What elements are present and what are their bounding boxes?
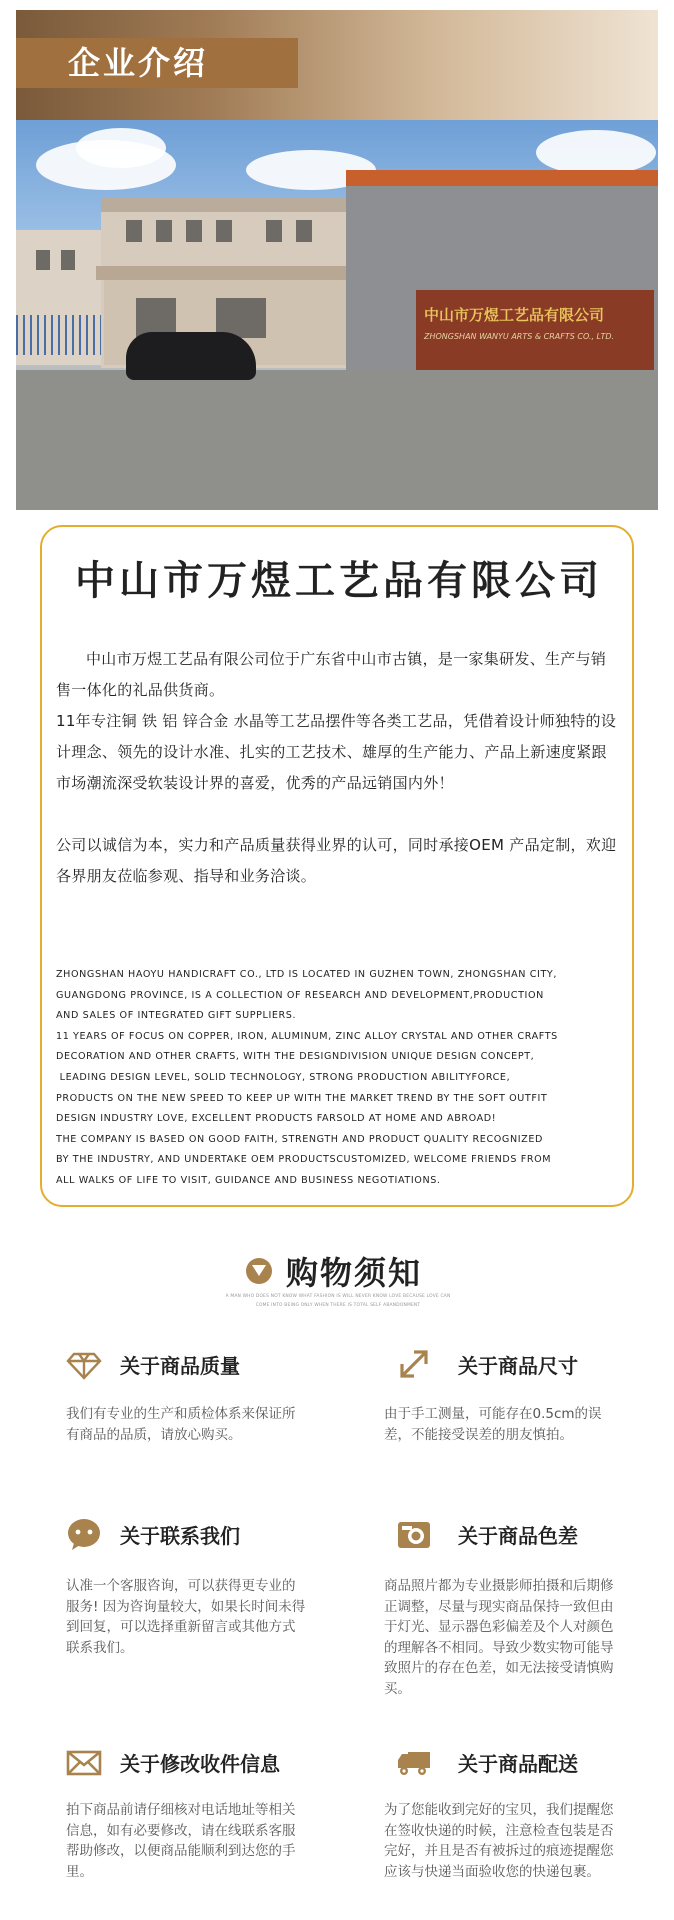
en-line: THE COMPANY IS BASED ON GOOD FAITH, STRENGTH AND PRODUCT QUALITY RECOGNIZED xyxy=(56,1133,543,1145)
diamond-icon xyxy=(66,1346,102,1382)
factory-photo xyxy=(16,120,658,510)
chevron-down-icon xyxy=(246,1258,272,1284)
en-line: AND SALES OF INTEGRATED GIFT SUPPLIERS. xyxy=(56,1010,297,1022)
gate-roof xyxy=(96,266,361,280)
black-car xyxy=(126,332,256,380)
intro-paragraph-cn: 中山市万煜工艺品有限公司位于广东省中山市古镇，是一家集研发、生产与销售一体化的礼品供货商。 xyxy=(56,650,607,699)
company-wall-sign xyxy=(416,290,654,370)
en-line: ALL WALKS OF LIFE TO VISIT, GUIDANCE AND BUSINESS NEGOTIATIONS. xyxy=(56,1174,441,1186)
window xyxy=(126,220,142,242)
en-line: ZHONGSHAN HAOYU HANDICRAFT CO., LTD IS LOCATED IN GUZHEN TOWN, ZHONGSHAN CITY, xyxy=(56,969,558,980)
window xyxy=(36,250,50,270)
camera-icon xyxy=(396,1516,432,1552)
warehouse-roof-stripe xyxy=(346,170,658,186)
notice-item-text: 我们有专业的生产和质检体系来保证所有商品的品质，请放心购买。 xyxy=(66,1406,296,1443)
window xyxy=(156,220,172,242)
en-line: DECORATION AND OTHER CRAFTS, WITH THE DESIGNDIVISION UNIQUE DESIGN CONCEPT, xyxy=(56,1051,535,1063)
office-roof xyxy=(101,198,371,212)
notice-item-title: 关于商品质量 xyxy=(120,1354,240,1378)
notice-item-text: 为了您能收到完好的宝贝，我们提醒您在签收快递的时候，注意检查包装是否完好，并且是否有被拆过的痕迹提醒您应该与快递当面验收您的快递包裹。 xyxy=(384,1802,614,1880)
notice-item-title: 关于商品尺寸 xyxy=(458,1354,578,1378)
en-line: DESIGN INDUSTRY LOVE, EXCELLENT PRODUCTS FARSOLD AT HOME AND ABROAD! xyxy=(56,1113,497,1125)
intro-paragraph-cn: 公司以诚信为本，实力和产品质量获得业界的认可，同时承接OEM 产品定制，欢迎各界朋友莅临参观、指导和业务洽谈。 xyxy=(56,836,617,885)
truck-icon xyxy=(396,1744,432,1780)
en-line: LEADING DESIGN LEVEL, SOLID TECHNOLOGY, STRONG PRODUCTION ABILITYFORCE, xyxy=(56,1071,511,1083)
wall-sign-en: ZHONGSHAN WANYU ARTS & CRAFTS CO., LTD. xyxy=(424,332,615,341)
road xyxy=(16,370,658,510)
envelope-icon xyxy=(66,1744,102,1780)
en-line: GUANGDONG PROVINCE, IS A COLLECTION OF RESEARCH AND DEVELOPMENT,PRODUCTION xyxy=(56,989,544,1001)
wall-sign-cn: 中山市万煜工艺品有限公司 xyxy=(424,306,605,324)
en-line: BY THE INDUSTRY, AND UNDERTAKE OEM PRODUCTSCUSTOMIZED, WELCOME FRIENDS FROM xyxy=(56,1154,552,1166)
page-title: 企业介绍 xyxy=(68,44,209,82)
en-line: PRODUCTS ON THE NEW SPEED TO KEEP UP WITH THE MARKET TREND BY THE SOFT OUTFIT xyxy=(56,1092,548,1104)
cloud xyxy=(76,128,166,168)
notice-subtitle: COME INTO BEING ONLY WHEN THERE IS TOTAL SELF ABANDONMENT xyxy=(255,1303,421,1308)
notice-item-title: 关于商品配送 xyxy=(458,1752,578,1776)
window xyxy=(186,220,202,242)
notice-item-title: 关于商品色差 xyxy=(458,1524,578,1548)
notice-item-text: 认准一个客服咨询，可以获得更专业的服务! 因为咨询量较大，如果长时间未得到回复，可以选择重新留言或其他方式联系我们。 xyxy=(66,1578,306,1656)
notice-item-title: 关于修改收件信息 xyxy=(120,1752,280,1776)
notice-subtitle: A MAN WHO DOES NOT KNOW WHAT FASHION IS WILL NEVER KNOW LOVE BECAUSE LOVE CAN xyxy=(225,1294,451,1299)
notice-item-text: 由于手工测量，可能存在0.5cm的误差，不能接受误差的朋友慎拍。 xyxy=(384,1406,602,1443)
intro-paragraph-en xyxy=(56,965,626,1192)
intro-paragraph-cn: 11年专注铜 铁 铝 锌合金 水晶等工艺品摆件等各类工艺品，凭借着设计师独特的设计理念、领先的设计水准、扎实的工艺技术、雄厚的生产能力、产品上新速度紧跟市场潮流深受软装设计界的喜爱，优秀的产品远销国内外！ xyxy=(56,712,617,792)
window xyxy=(266,220,282,242)
chat-bubble-icon xyxy=(66,1516,102,1552)
window xyxy=(296,220,312,242)
intro-card xyxy=(40,525,634,1207)
notice-item-text: 拍下商品前请仔细核对电话地址等相关信息，如有必要修改，请在线联系客服帮助修改，以便商品能顺利到达您的手里。 xyxy=(66,1802,296,1880)
notice-item-text: 商品照片都为专业摄影师拍摄和后期修正调整，尽量与现实商品保持一致但由于灯光、显示器色彩偏差及个人对颜色的理解各不相同。导致少数实物可能导致照片的存在色差，如无法接受请慎购买。 xyxy=(384,1578,614,1697)
resize-arrow-icon xyxy=(396,1346,432,1382)
en-line: 11 YEARS OF FOCUS ON COPPER, IRON, ALUMINUM, ZINC ALLOY CRYSTAL AND OTHER CRAFTS xyxy=(56,1030,558,1042)
notice-title: 购物须知 xyxy=(286,1254,423,1292)
company-name: 中山市万煜工艺品有限公司 xyxy=(75,558,603,604)
blue-fence xyxy=(16,315,101,355)
window xyxy=(216,220,232,242)
notice-item-title: 关于联系我们 xyxy=(120,1524,240,1548)
cloud xyxy=(536,130,656,175)
window xyxy=(61,250,75,270)
